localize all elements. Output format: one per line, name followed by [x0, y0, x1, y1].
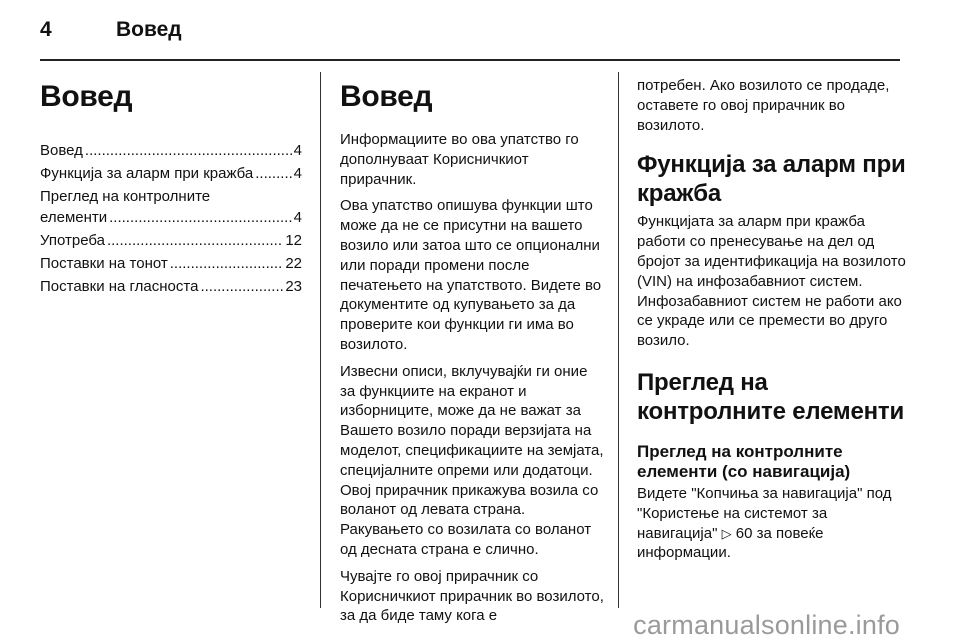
toc-entry[interactable]: [40, 140, 302, 161]
toc-entry-label: елементи: [40, 209, 108, 226]
controls-text-after: 60 за повеќе информации.: [637, 524, 824, 562]
toc-leader-dots: [255, 163, 291, 184]
page-number: 4: [40, 18, 52, 41]
toc-leader-dots: [200, 276, 283, 297]
toc-entry[interactable]: [40, 186, 302, 228]
alarm-paragraph: Функцијата за аларм при кражба работи со пренесување на дел од бројот за идентификација на возилото (VIN) на инфозабавниот систем. Инфозабавниот систем не работи ако се украде или се премести во друго возило.: [637, 213, 906, 350]
toc-entry-label: Поставки на гласноста: [40, 278, 199, 295]
intro-title: Вовед: [340, 80, 433, 113]
toc-entry[interactable]: [40, 276, 302, 297]
toc-title: Вовед: [40, 80, 133, 113]
watermark: carmanualsonline.info: [633, 610, 900, 640]
page-header: [40, 18, 920, 48]
running-title: Вовед: [116, 18, 182, 41]
continuation-paragraph: потребен. Ако возилото се продаде, оставете го овој прирачник во возилото.: [637, 77, 890, 134]
alarm-heading: Функција за аларм при кражба: [637, 151, 906, 208]
toc-entry[interactable]: [40, 230, 302, 251]
toc-leader-dots: [85, 140, 292, 161]
toc-entry-label: Вовед: [40, 142, 83, 159]
intro-paragraph: Информациите во ова упатство го дополнуваат Корисничкиот прирачник.: [340, 131, 579, 188]
toc-entry-label: Употреба: [40, 232, 105, 249]
toc-entry-page: 4: [293, 209, 302, 226]
arrow-right-icon[interactable]: ▷: [721, 525, 732, 541]
column-separator: [618, 72, 619, 608]
toc-leader-dots: [109, 207, 292, 228]
intro-paragraph: Извесни описи, вклучувајќи ги оние за функциите на екранот и изборниците, може да не важат за Вашето возило поради верзијата на моделот, спецификациите на земјата, специјалните опреми или додатоци. Овој прирачник прикажува возила со воланот од левата страна. Ракувањето со возилата со воланот од десната страна е слично.: [340, 362, 604, 558]
controls-text-before: Видете "Копчиња за навигација" под "Користење на системот за навигација": [637, 484, 892, 542]
toc-entry[interactable]: [40, 253, 302, 274]
controls-paragraph: [637, 484, 907, 563]
intro-column: [340, 72, 605, 626]
right-column: [637, 72, 907, 563]
column-separator: [320, 72, 321, 608]
toc-entry-page: 4: [293, 142, 302, 159]
toc-entry-page: 23: [285, 278, 302, 295]
intro-paragraph: Ова упатство опишува функции што може да не се присутни на вашето возило или затоа што се опционални или поради промени после печатењето на упатството. Видете во документите од купувањето за да проверите кои функции ги има во возилото.: [340, 197, 602, 353]
toc-entry-page: 4: [293, 165, 302, 182]
controls-heading: Преглед на контролните елементи: [637, 368, 905, 425]
toc-entry-page: 22: [285, 255, 302, 272]
controls-subheading: Преглед на контролните елементи (со навигација): [637, 441, 851, 481]
toc-entry[interactable]: [40, 163, 302, 184]
toc-column: [40, 72, 302, 299]
toc-leader-dots: [107, 230, 283, 251]
table-of-contents: [40, 140, 302, 297]
toc-leader-dots: [170, 253, 284, 274]
header-rule: [40, 59, 900, 61]
intro-paragraph: Чувајте го овој прирачник со Корисничкиот прирачник во возилото, за да биде таму кога е: [340, 567, 604, 625]
toc-entry-label: Функција за аларм при кражба: [40, 165, 254, 182]
toc-entry-label: Поставки на тонот: [40, 255, 168, 272]
toc-entry-page: 12: [285, 232, 302, 249]
toc-entry-label-line1: Преглед на контролните: [40, 188, 211, 205]
